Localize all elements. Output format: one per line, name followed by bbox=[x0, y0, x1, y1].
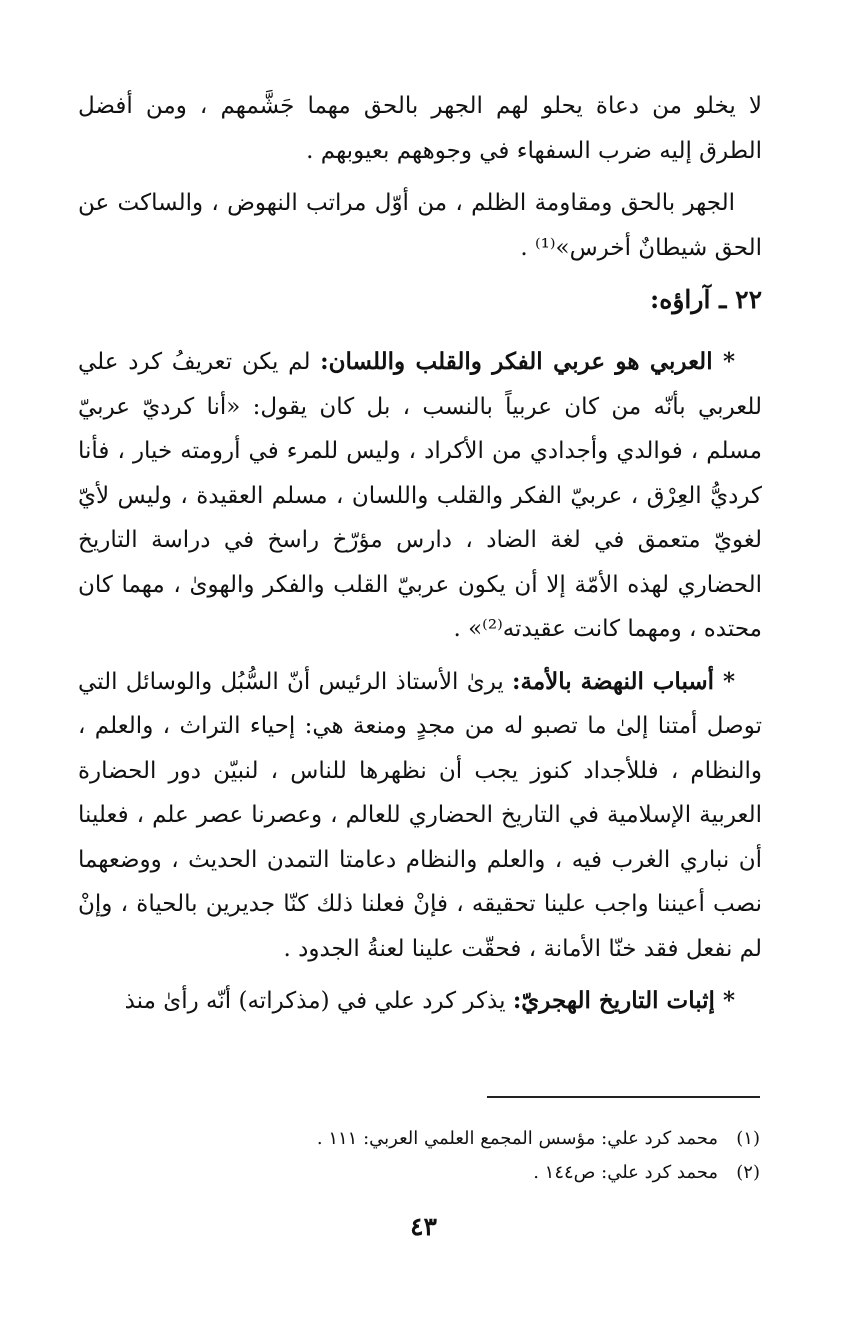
paragraph-quote-end: الجهر بالحق ومقاومة الظلم ، من أوّل مراتب النهوض ، والساكت عن الحق شيطانٌ أخرس»⁽¹⁾ . bbox=[78, 190, 762, 261]
footnote bbox=[160, 1122, 760, 1156]
footnote-number: (٢) bbox=[736, 1162, 760, 1183]
paragraph-hijri-date bbox=[78, 979, 762, 1024]
footnote-text: محمد كرد علي: ص١٤٤ . bbox=[533, 1162, 718, 1183]
section-heading: ٢٢ ـ آراؤه: bbox=[650, 285, 762, 314]
footnote-separator bbox=[487, 1096, 760, 1098]
page-body bbox=[78, 84, 762, 1032]
footnote-text: محمد كرد علي: مؤسس المجمع العلمي العربي: ١١١ . bbox=[316, 1128, 718, 1149]
footnote-number: (١) bbox=[736, 1128, 760, 1149]
paragraph-text: يذكر كرد علي في (مذكراته) أنّه رأىٰ منذ bbox=[124, 988, 513, 1014]
paragraph-lead: * إثبات التاريخ الهجريّ: bbox=[512, 987, 735, 1014]
paragraph-text: لم يكن تعريفُ كرد علي للعربي بأنّه من كان عربياً بالنسب ، بل كان يقول: «أنا كرديّ عربيّ مسلم ، فوالدي وأجدادي من الأكراد ، وليس للمرء في أرومته خيار ، فأنا كرديُّ العِرْق ، عربيّ الفكر والقلب واللسان ، مسلم العقيدة ، وليس لأيّ لغويّ متعمق في لغة الضاد ، دارس مؤرّخ راسخ في دراسة التاريخ الحضاري لهذه الأمّة إلا أن يكون عربيّ القلب والفكر والهوىٰ ، مهما كان محتده ، ومهما كانت عقيدته⁽²⁾» . bbox=[78, 349, 762, 642]
paragraph-text: يرىٰ الأستاذ الرئيس أنّ السُّبُل والوسائل التي توصل أمتنا إلىٰ ما تصبو له من مجدٍ ومنعة هي: إحياء التراث ، والعلم ، والنظام ، فللأجداد كنوز يجب أن نظهرها للناس ، لنبيّن دور الحضارة العربية الإسلامية في التاريخ الحضاري للعالم ، وعصرنا عصر علم ، فعلينا أن نباري الغرب فيه ، والعلم والنظام دعامتا التمدن الحديث ، ووضعهما نصب أعيننا واجب علينا تحقيقه ، فإنْ فعلنا ذلك كنّا جديرين بالحياة ، وإنْ لم نفعل فقد خنّا الأمانة ، فحقّت علينا لعنةُ الجدود . bbox=[78, 668, 762, 962]
footnotes bbox=[160, 1122, 760, 1190]
paragraph-lead: * أسباب النهضة بالأمة: bbox=[512, 667, 736, 695]
paragraph-arab-identity bbox=[78, 340, 762, 652]
page-number: ٤٣ bbox=[410, 1212, 437, 1241]
paragraph-renaissance bbox=[78, 660, 762, 972]
paragraph-continued: لا يخلو من دعاة يحلو لهم الجهر بالحق مهما جَشَّمهم ، ومن أفضل الطرق إليه ضرب السفهاء في وجوههم بعيوبهم . bbox=[78, 93, 762, 164]
paragraph-lead: * العربي هو عربي الفكر والقلب واللسان: bbox=[320, 348, 735, 375]
footnote bbox=[160, 1156, 760, 1190]
